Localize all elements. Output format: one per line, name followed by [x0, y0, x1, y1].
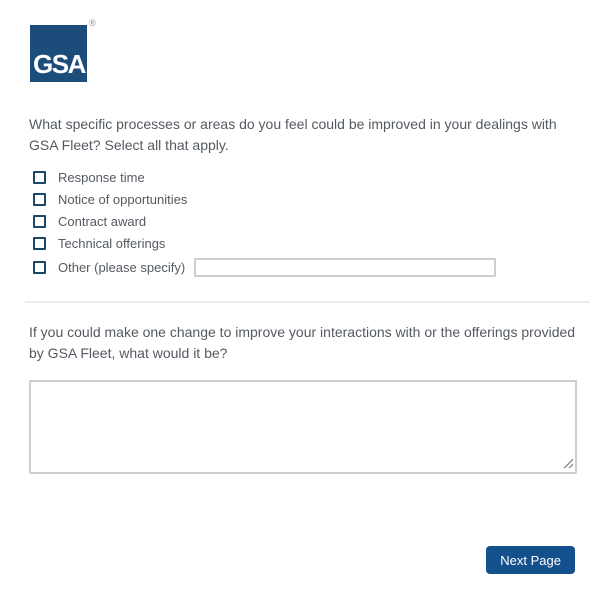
gsa-logo-text: GSA [33, 49, 85, 79]
gsa-logo-block [30, 18, 130, 82]
question1-text: What specific processes or areas do you feel could be improved in your dealings with GSA Fleet? Select all that apply. [29, 116, 557, 153]
option-row-other[interactable] [33, 257, 613, 277]
checkbox-icon[interactable] [33, 193, 46, 206]
option-row-response-time[interactable] [33, 169, 613, 186]
question1-options [33, 169, 613, 277]
option-label: Response time [58, 170, 145, 185]
registered-trademark-symbol: ® [89, 18, 96, 28]
next-page-button[interactable]: Next Page [486, 546, 575, 574]
checkbox-icon[interactable] [33, 215, 46, 228]
footer [0, 546, 613, 574]
question2-answer-textarea[interactable] [29, 380, 577, 474]
checkbox-icon[interactable] [33, 237, 46, 250]
option-label: Notice of opportunities [58, 192, 188, 207]
checkbox-icon[interactable] [33, 261, 46, 274]
section-divider [25, 301, 590, 303]
checkbox-icon[interactable] [33, 171, 46, 184]
option-label: Technical offerings [58, 236, 166, 251]
option-label: Contract award [58, 214, 147, 229]
question2-text: If you could make one change to improve your interactions with or the offerings provided by GSA Fleet, what would it be? [29, 324, 576, 361]
option-row-notice-of-opportunities[interactable] [33, 191, 613, 208]
option-row-technical-offerings[interactable] [33, 235, 613, 252]
survey-page [0, 18, 613, 595]
option-row-contract-award[interactable] [33, 213, 613, 230]
question2-answer-area [29, 380, 577, 474]
gsa-logo [30, 25, 87, 82]
other-specify-input[interactable] [194, 258, 496, 277]
option-label: Other (please specify) [58, 259, 186, 275]
